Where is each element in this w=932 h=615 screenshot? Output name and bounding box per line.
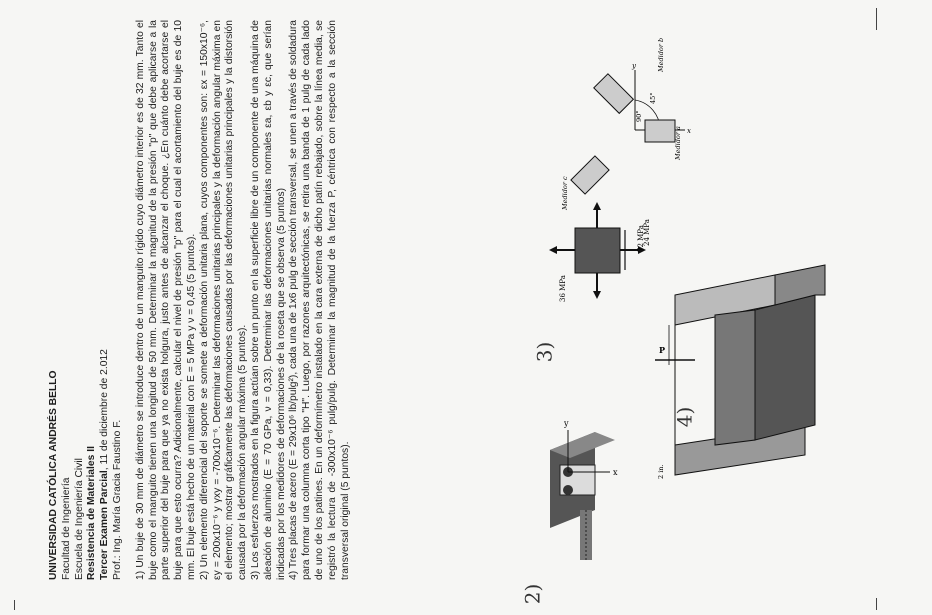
professor-name: Prof.: Ing. María Gracia Faustino F. (111, 419, 123, 580)
problem-4: 4) Tres placas de acero (E = 29x10⁶ lb/pulg²), cada una de 1x6 pulg de sección transversal, se unen a través de soldadura para formar una columna corta tipo "H". Luego, por razones arquitectónicas, se retira una banda de 1 pulg de cada lado de uno de los patines. En un deformímetro instalado en la cara externa de dicho patín rebajado, sobre la línea media, se registró la lectura de -300x10⁻⁶ pulg/pulg. Determinar la magnitud de la fuerza P, céntrica con respecto a la sección transversal original (5 puntos). (288, 20, 351, 580)
fig3-angle-45: 45° (649, 92, 657, 104)
scan-edge-mark (876, 8, 877, 30)
problem-1: 1) Un buje de 30 mm de diámetro se introduce dentro de un manguito rígido cuyo diámetro interior es de 32 mm. Tanto el buje como el manguito tienen una longitud de 50 mm. Determinar la magnitud de la presión "p" que debe aplicarse a la parte superior del buje para que ya no exista holgura, justo antes de alcanzar el choque. ¿En cuánto debe acortarse el buje para que esto ocurra? Adicionalmente, calcular el nivel de presión "p" para el cual el acortamiento del buje es de 10 mm. El buje está hecho de un material con E = 5 MPa y ν = 0,45 (5 puntos). (134, 20, 197, 580)
fig3-axis-x: x (687, 127, 691, 135)
scan-edge-mark (876, 598, 877, 610)
handwritten-label-2: 2) (520, 583, 545, 605)
school-name: Escuela de Ingeniería Civil (73, 458, 85, 580)
fig3-gauge-b-label: Medidor b (657, 37, 665, 72)
scan-edge-mark (14, 600, 15, 610)
fig3-gauge-a-label: Medidor a (674, 126, 682, 160)
exam-text-column (48, 20, 458, 580)
gauge-b (594, 74, 634, 114)
figure-4-h-column (655, 265, 835, 485)
fig3-label-72mpa: 72 MPa (637, 225, 645, 252)
fig3-label-36mpa: 36 MPa (559, 275, 567, 302)
exam-header (48, 20, 125, 580)
fig4-dimension-label: 2 in. (657, 464, 665, 479)
figure-2-support (520, 410, 630, 560)
fig3-angle-90: 90° (635, 110, 643, 122)
exam-title: Tercer Examen Parcial (99, 470, 111, 580)
handwritten-label-3: 3) (532, 341, 557, 363)
fig2-axis-y: y (564, 419, 569, 428)
handwritten-label-4: 4) (672, 406, 697, 428)
university-name: UNIVERSIDAD CATÓLICA ANDRÉS BELLO (48, 370, 59, 580)
faculty-name: Facultad de Ingeniería (60, 477, 72, 580)
fig3-gauge-c-label: Medidor c (561, 176, 569, 210)
exam-line (99, 20, 112, 580)
fig2-axis-x: x (613, 468, 618, 477)
fig3-label-24mpa: 24 MPa (643, 219, 651, 246)
problem-3: 3) Los esfuerzos mostrados en la figura actúan sobre un punto en la superficie libre de un componente de una máquina de aleación de aluminio (E = 70 GPa, ν = 0,33). Determinar las deformaciones unitarias normales εa, εb y εc, que serían indicadas por los medidores de deformaciones de la roseta que se observa (5 puntos) (249, 20, 287, 580)
stress-element (575, 228, 620, 273)
gauge-a (645, 120, 675, 142)
fig3-axis-y: y (632, 62, 636, 70)
gauge-c (571, 156, 609, 194)
exam-date: , 11 de diciembre de 2.012 (99, 349, 111, 471)
problem-2: 2) Un elemento diferencial del soporte se somete a deformación unitaria plana, cuyos componentes son: εx = 150x10⁻⁶, εy = 200x10⁻⁶ y γxy = -700x10⁻⁶. Determinar las deformaciones unitarias principales y la deformación angular máxima en el elemento; mostrar gráficamente las deformaciones causadas por las deformaciones unitarias principales y la distorsión causada por la deformación angular máxima (5 puntos). (198, 20, 249, 580)
course-name: Resistencia de Materiales II (86, 446, 98, 580)
fig4-force-label: P (659, 345, 666, 355)
